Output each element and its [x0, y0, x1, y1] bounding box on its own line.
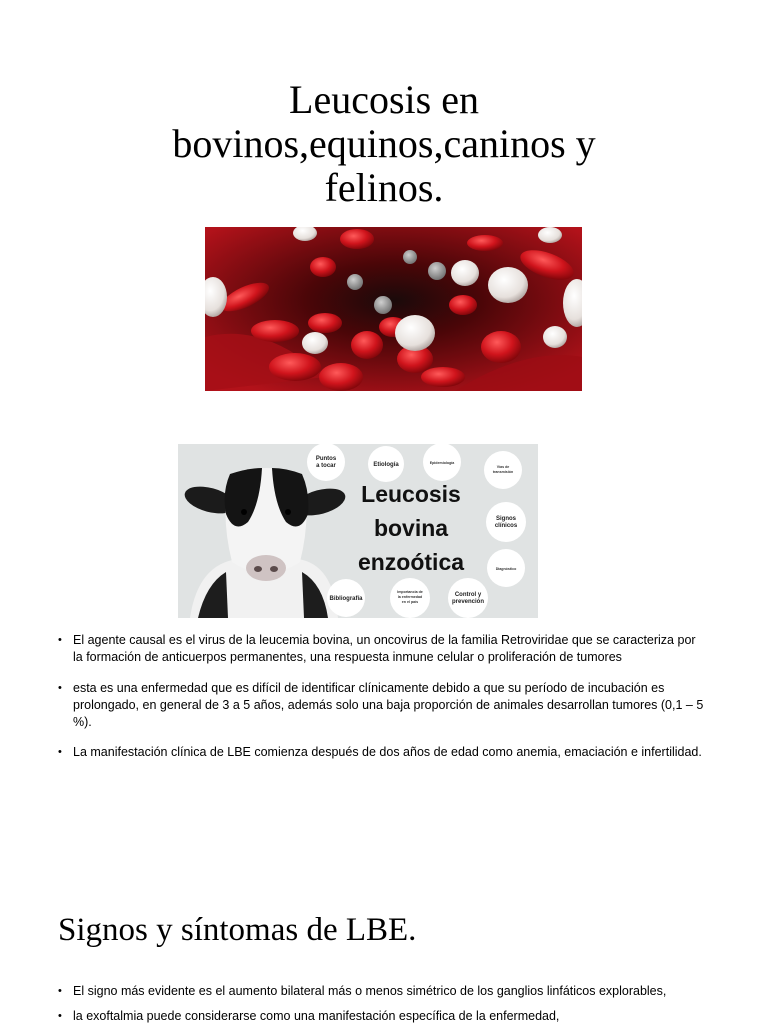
bubble-bibliografia: Bibliografía	[329, 596, 363, 602]
bubble-diagnostico: Diagnóstico	[495, 567, 517, 571]
bubble-etiologia: Etiología	[373, 462, 399, 468]
bubble-vias-line2: transmisión	[492, 470, 514, 474]
list-item: • El agente causal es el virus de la leucemia bovina, un oncovirus de la familia Retroviridae que se caracteriza por la formación de anticuerpos permanentes, una respuesta inmune celular o proliferación de tumores	[58, 632, 708, 666]
cow-mindmap-illustration	[178, 444, 538, 618]
signs-bullet-list	[58, 983, 708, 1025]
title-line-3: felinos.	[324, 165, 444, 210]
intro-bullet-list	[58, 632, 708, 761]
bubble-puntos-line2: a tocar	[316, 463, 336, 469]
list-item: • El signo más evidente es el aumento bilateral más o menos simétrico de los ganglios linfáticos explorables,	[58, 983, 708, 1000]
bubble-vias-line1: Vías de	[496, 465, 510, 469]
section-heading: Signos y síntomas de LBE.	[58, 912, 417, 948]
blood-cells-image	[205, 227, 582, 391]
bubble-signos-line2: clínicos	[494, 523, 518, 529]
bubble-importancia-line1: Importancia de	[397, 590, 423, 594]
blood-cells-illustration	[205, 227, 582, 391]
figure-heading-line3: enzoótica	[357, 549, 465, 575]
bubble-control-line1: Control y	[454, 592, 482, 598]
bubble-epidemiologia: Epidemiología	[429, 461, 455, 465]
leucosis-bovina-mindmap-image	[178, 444, 538, 618]
bubble-importancia-line2: la enfermedad	[397, 595, 423, 599]
bubble-importancia-line3: en el país	[401, 600, 419, 604]
bubble-control-line2: prevención	[451, 599, 485, 605]
bubble-signos-line1: Signos	[495, 516, 517, 522]
page-title	[0, 78, 768, 210]
list-item: • esta es una enfermedad que es difícil de identificar clínicamente debido a que su período de incubación es prolongado, en general de 3 a 5 años, además solo una baja proporción de animales desarrollan tumores (0,1 – 5 %).	[58, 680, 708, 731]
figure-heading-line1: Leucosis	[361, 481, 461, 507]
title-line-1: Leucosis en	[289, 77, 479, 122]
list-item: • La manifestación clínica de LBE comienza después de dos años de edad como anemia, emaciación e infertilidad.	[58, 744, 708, 761]
title-line-2: bovinos,equinos,caninos y	[172, 121, 596, 166]
figure-heading-line2: bovina	[373, 515, 449, 541]
list-item: • la exoftalmia puede considerarse como una manifestación específica de la enfermedad,	[58, 1008, 708, 1025]
bubble-puntos-line1: Puntos	[315, 456, 337, 462]
